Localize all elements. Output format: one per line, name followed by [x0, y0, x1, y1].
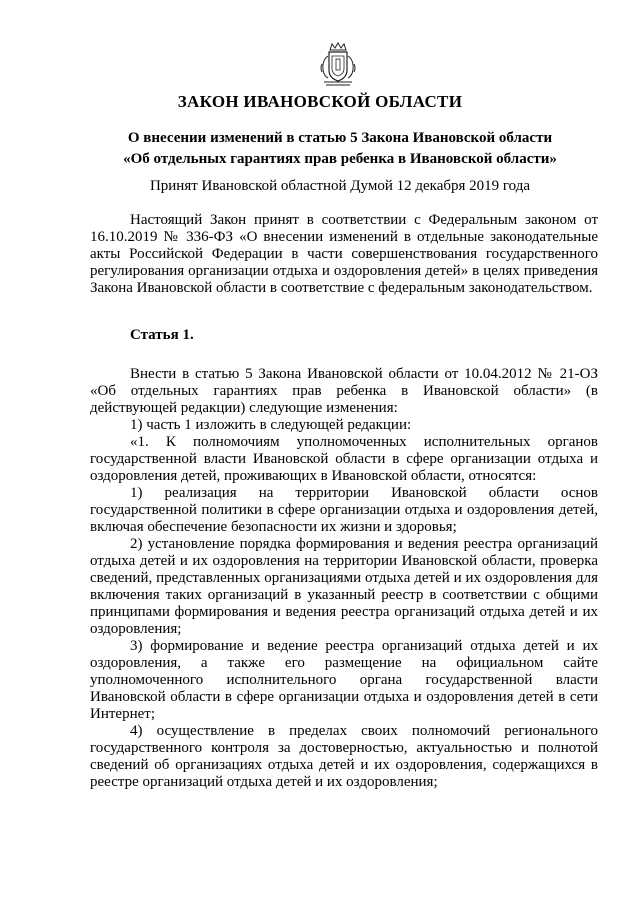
article-paragraph: «1. К полномочиям уполномоченных исполнительных органов государственной власти Ивановской области в сфере организации отдыха и оздоровления детей, проживающих в Ивановской области, относятся:: [90, 434, 598, 484]
article-paragraph: Внести в статью 5 Закона Ивановской области от 10.04.2012 № 21-ОЗ «Об отдельных гарантиях прав ребенка в Ивановской области» (в действующей редакции) следующие изменения:: [90, 366, 598, 416]
coat-of-arms-icon: [318, 42, 358, 88]
law-body: [90, 212, 598, 791]
article-paragraph: 1) реализация на территории Ивановской области основ государственной политики в сфере организации отдыха и оздоровления детей, включая обеспечение безопасности их жизни и здоровья;: [90, 485, 598, 535]
law-subtitle-line1: О внесении изменений в статью 5 Закона Ивановской области: [127, 130, 553, 146]
law-title: ЗАКОН ИВАНОВСКОЙ ОБЛАСТИ: [177, 92, 463, 111]
article-paragraph: 2) установление порядка формирования и ведения реестра организаций отдыха детей и их оздоровления на территории Ивановской области, проверка сведений, представленных организациями отдыха детей и их оздоровления для включения таких организаций в указанный реестр в соответствии с общими принципами формирования и ведения реестра организаций отдыха детей и их оздоровления;: [90, 536, 598, 637]
article-paragraph: 3) формирование и ведение реестра организаций отдыха детей и их оздоровления, а также его размещение на официальном сайте уполномоченного исполнительного органа государственной власти Ивановской области в сфере организации отдыха и оздоровления детей в сети Интернет;: [90, 638, 598, 722]
intro-paragraph: Настоящий Закон принят в соответствии с Федеральным законом от 16.10.2019 № 336-ФЗ «О внесении изменений в отдельные законодательные акты Российской Федерации в части совершенствования государственного регулирования организации отдыха и оздоровления детей» в целях приведения Закона Ивановской области в соответствие с федеральным законодательством.: [90, 212, 598, 296]
article-paragraph: 4) осуществление в пределах своих полномочий регионального государственного контроля за достоверностью, актуальностью и полнотой сведений об организациях отдыха детей и их оздоровления, содержащихся в реестре организаций отдыха детей и их оздоровления;: [90, 723, 598, 790]
law-subtitle-line2: «Об отдельных гарантиях прав ребенка в Ивановской области»: [123, 151, 557, 167]
article-heading: Статья 1.: [130, 327, 194, 343]
adoption-note: Принят Ивановской областной Думой 12 декабря 2019 года: [149, 178, 531, 194]
law-subtitle: [0, 128, 640, 170]
article-paragraph: 1) часть 1 изложить в следующей редакции:: [130, 417, 412, 433]
